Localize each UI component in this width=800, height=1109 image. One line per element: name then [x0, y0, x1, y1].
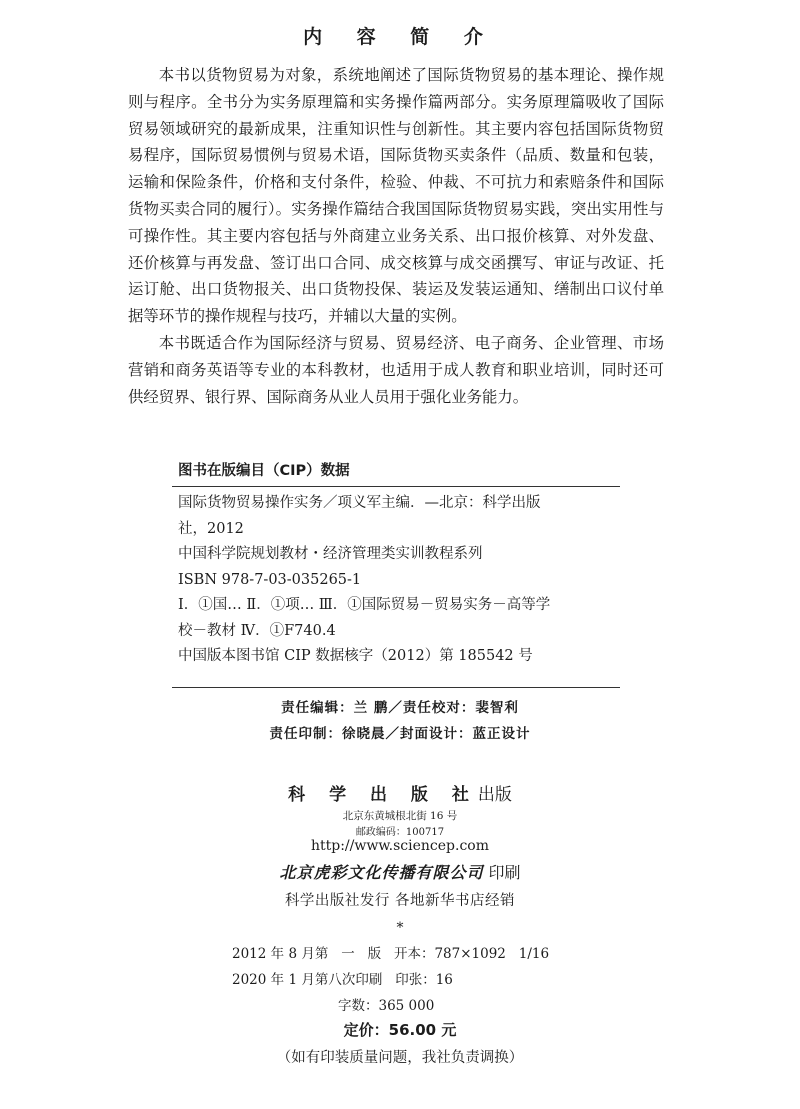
cip-line: ISBN 978-7-03-035265-1 — [178, 571, 362, 588]
publisher-name: 科 学 出 版 社 — [288, 785, 478, 805]
printer-suffix: 印刷 — [488, 863, 521, 882]
printer-name: 北京虎彩文化传播有限公司 — [279, 863, 484, 882]
distribution-line: 科学出版社发行 各地新华书店经销 — [284, 893, 516, 909]
cip-line: 国际货物贸易操作实务／项义军主编．—北京：科学出版 — [178, 495, 541, 511]
price: 定价：56.00 元 — [343, 1021, 457, 1039]
publisher-zip: 邮政编码：100717 — [355, 827, 445, 838]
cip-line: 中国版本图书馆 CIP 数据核字（2012）第 185542 号 — [178, 648, 533, 664]
editor-credits: 责任编辑：兰 鹏／责任校对：裴智利 — [281, 700, 519, 716]
production-credits: 责任印制：徐晓晨／封面设计：蓝正设计 — [269, 726, 531, 742]
publisher-url: http://www.sciencep.com — [310, 838, 489, 854]
content-summary — [128, 62, 664, 410]
quality-notice: （如有印装质量问题，我社负责调换） — [276, 1050, 524, 1066]
printing-spec: 2020 年 1 月第八次印刷 印张：16 — [232, 972, 453, 988]
summary-paragraph-1: 本书以货物贸易为对象，系统地阐述了国际货物贸易的基本理论、操作规则与程序。全书分为实务原理篇和实务操作篇两部分。实务原理篇吸收了国际贸易领域研究的最新成果，注重知识性与创新性。其主要内容包括国际货物贸易程序，国际贸易惯例与贸易术语，国际货物买卖条件（品质、数量和包装，运输和保险条件，价格和支付条件，检验、仲裁、不可抗力和索赔条件和国际货物买卖合同的履行）。实务操作篇结合我国国际货物贸易实践，突出实用性与可操作性。其主要内容包括与外商建立业务关系、出口报价核算、对外发盘、还价核算与再发盘、签订出口合同、成交核算与成交函撰写、审证与改证、托运订舱、出口货物报关、出口货物投保、装运及发装运通知、缮制出口议付单据等环节的操作规程与技巧，并辅以大量的实例。 — [128, 66, 664, 326]
printer-line — [0, 860, 800, 883]
cip-line: 中国科学院规划教材・经济管理类实训教程系列 — [178, 546, 483, 562]
edition-spec: 2012 年 8 月第 一 版 开本：787×1092 1/16 — [232, 946, 550, 962]
cip-heading: 图书在版编目（CIP）数据 — [178, 463, 350, 479]
publisher-suffix: 出版 — [477, 785, 512, 805]
cip-bottom-rule — [172, 687, 620, 688]
publisher-line — [0, 780, 800, 805]
cip-line: 校－教材 Ⅳ．①F740.4 — [178, 622, 336, 639]
summary-paragraph-2: 本书既适合作为国际经济与贸易、贸易经济、电子商务、企业管理、市场营销和商务英语等专业的本科教材，也适用于成人教育和职业培训，同时还可供经贸界、银行界、国际商务从业人员用于强化业务能力。 — [128, 333, 664, 406]
cip-top-rule — [172, 486, 620, 487]
cip-data-block — [178, 491, 610, 670]
publisher-address: 北京东黄城根北街 16 号 — [342, 810, 458, 822]
word-count: 字数：365 000 — [338, 998, 435, 1014]
separator-star: * — [396, 920, 404, 936]
cip-line: 社，2012 — [178, 520, 244, 537]
page-title: 内 容 简 介 — [303, 26, 497, 48]
cip-line: Ⅰ．①国… Ⅱ．①项… Ⅲ．①国际贸易－贸易实务－高等学 — [178, 597, 551, 613]
